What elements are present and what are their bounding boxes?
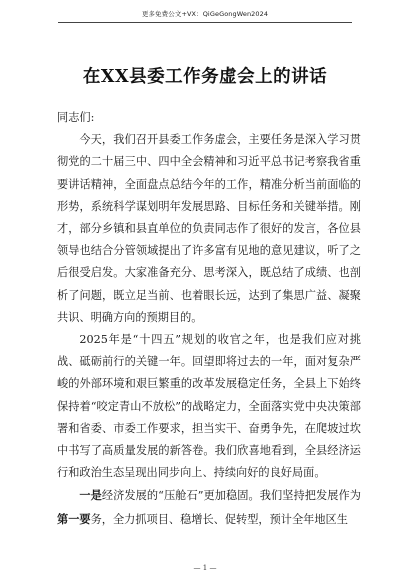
document-title: 在XX县委工作务虚会上的讲话 — [82, 67, 328, 87]
page-number: — 1 — — [193, 564, 217, 572]
header-divider — [58, 22, 352, 23]
paragraph-emphasis-bold: 第一要 — [57, 511, 91, 526]
paragraph-opening: 今天，我们召开县委工作务虚会，主要任务是深入学习贯彻党的二十届三中、四中全会精神和习近平总书记考察我省重要讲话精神，全面盘点总结今年的工作，精准分析当前面临的形势，系统科学谋划明年发展思路、目标任务和关键举措。刚才，部分乡镇和县直单位的负责同志作了很好的发言，各位县领导也结合分管领域提出了许多富有见地的意见建议，听了之后很受启发。大家准备充分、思考深入，既总结了成绩、也剖析了问题，既立足当前、也着眼长远，达到了集思广益、凝聚共识、明确方向的预期目的。 — [57, 133, 361, 324]
salutation: 同志们: — [57, 111, 95, 124]
paragraph-economy-text-a: 经济发展的“压舱石”更加稳固。我们坚持把发展作为 — [101, 489, 361, 503]
paragraph-lead-bold: 一是 — [79, 488, 102, 503]
paragraph-economy — [57, 484, 361, 530]
header-note: 更多免费公文+VX：QiGeGongWen2024 — [141, 10, 269, 18]
paragraph-review: 2025年是“十四五”规划的收官之年，也是我们应对挑战、砥砺前行的关键一年。回望即将过去的一年，面对复杂严峻的外部环境和艰巨繁重的改革发展稳定任务，全县上下始终保持着“咬定青山不放松”的战略定力，全面落实党中央决策部署和省委、市委工作要求，担当实干、奋勇争先，在爬坡过坎中书写了高质量发展的新答卷。我们欣喜地看到，全县经济运行和政治生态呈现出同步向上、持续向好的良好局面。 — [57, 333, 361, 480]
paragraph-economy-text-b: 务，全力抓项目、稳增长、促转型，预计全年地区生 — [90, 512, 348, 526]
document-body — [57, 107, 361, 531]
